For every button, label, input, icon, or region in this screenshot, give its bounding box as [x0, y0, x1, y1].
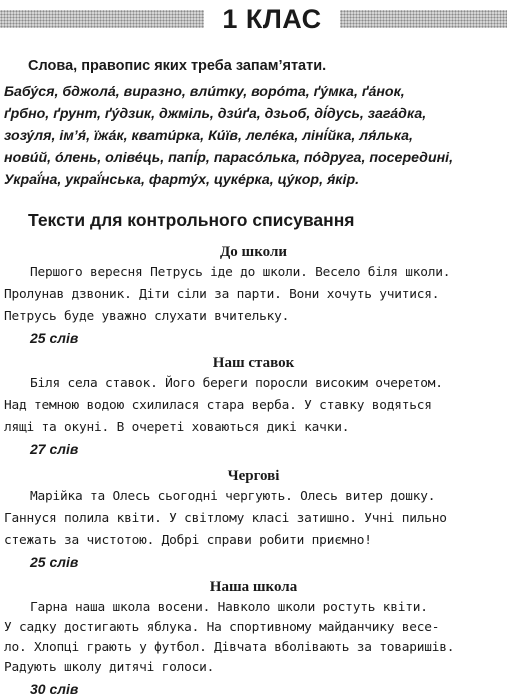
word-count: 25 слів — [30, 554, 79, 570]
vocabulary-line: зозу́ля, ім’я́, їжа́к, квати́рка, Ки́їв, леле́ка, ліні́йка, ля́лька, — [4, 128, 413, 144]
text-line: Над темною водою схилилася стара верба. У ставку водяться — [4, 398, 432, 413]
vocabulary-line: нови́й, о́лень, оліве́ць, папі́р, парасо́лька, по́друга, посередині, — [4, 150, 454, 166]
section-heading: Тексти для контрольного списування — [28, 210, 355, 230]
text-title: До школи — [219, 244, 288, 260]
text-line: Біля села ставок. Його береги поросли високим очеретом. — [30, 376, 443, 391]
text-line: Петрусь буде уважно слухати вчительку. — [4, 309, 290, 324]
header-dotted-band-left — [0, 10, 204, 28]
page-header — [0, 4, 507, 34]
vocabulary-line: ґрбно, ґрунт, ґу́дзик, джміль, дзи́ґа, дзьоб, ді́дусь, зага́дка, — [4, 106, 427, 122]
text-title: Чергові — [227, 468, 280, 484]
text-line: Пролунав дзвоник. Діти сіли за парти. Вони хочуть учитися. — [4, 287, 440, 302]
word-count: 27 слів — [30, 441, 79, 457]
text-line: Радують школу дитячі голоси. — [4, 660, 215, 675]
text-line: Марійка та Олесь сьогодні чергують. Олесь витер дошку. — [30, 489, 436, 504]
text-line: Гарна наша школа восени. Навколо школи ростуть квіти. — [30, 600, 428, 615]
text-line: У садку достигають яблука. На спортивному майданчику весе- — [4, 620, 440, 635]
word-count: 25 слів — [30, 330, 79, 346]
text-title: Наш ставок — [212, 355, 295, 371]
page-title: 1 КЛАС — [222, 4, 322, 34]
word-count: 30 слів — [30, 681, 79, 697]
text-line: стежать за чистотою. Добрі справи робити приємно! — [4, 533, 372, 548]
header-dotted-band-right — [340, 10, 507, 28]
text-line: Ганнуся полила квіти. У світлому класі затишно. Учні пильно — [4, 511, 447, 526]
vocabulary-line: Украї́на, украї́нська, фарту́х, цуке́рка, цу́кор, я́кір. — [4, 172, 360, 188]
text-line: лящі та окуні. В очереті ховаються дикі качки. — [4, 420, 350, 435]
text-title: Наша школа — [209, 579, 298, 595]
text-line: ло. Хлопці грають у футбол. Дівчата вболівають за товаришів. — [4, 640, 455, 655]
vocabulary-line: Бабу́ся, бджола́, виразно, вли́тку, воро́та, ґу́мка, ґа́нок, — [4, 84, 405, 100]
text-line: Першого вересня Петрусь іде до школи. Весело біля школи. — [30, 265, 451, 280]
vocabulary-heading: Слова, правопис яких треба запам’ятати. — [28, 58, 327, 74]
